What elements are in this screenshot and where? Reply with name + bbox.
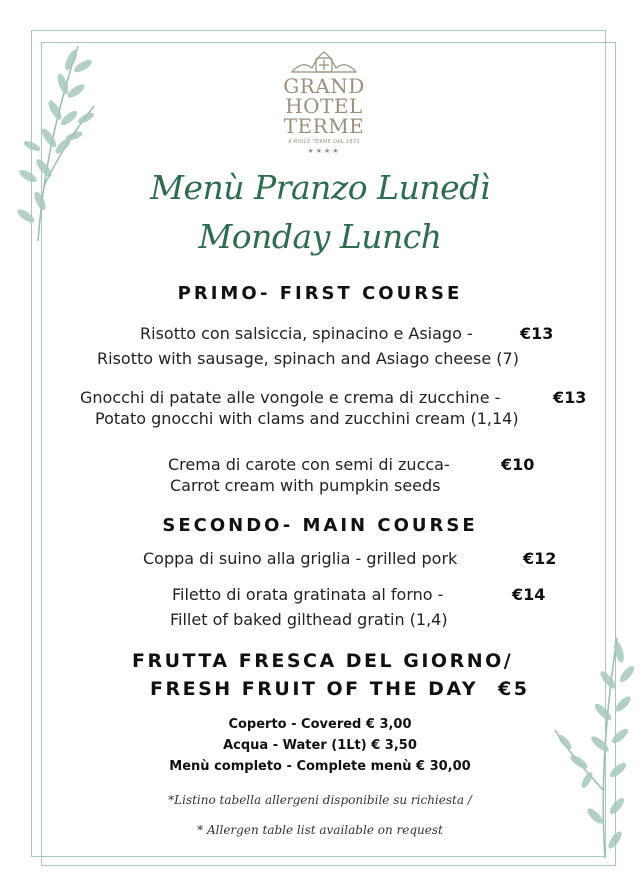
dish-gnocchi-price: €13 [553,388,587,407]
crest-icon [288,48,360,76]
fruit-price: €5 [498,678,530,700]
dish-pork-italian: Coppa di suino alla griglia - grilled pork [143,549,458,568]
dish-gnocchi-italian: Gnocchi di patate alle vongole e crema di zucchine - [80,388,501,407]
logo-word-terme: TERME [283,114,365,138]
dish-carrot-english: Carrot cream with pumpkin seeds [170,476,441,495]
fruit-heading-italian: FRUTTA FRESCA DEL GIORNO/ [132,650,514,672]
dish-carrot-price: €10 [501,455,535,474]
extra-complete-menu: Menù completo - Complete menù € 30,00 [169,759,471,774]
dish-gilthead-english: Fillet of baked gilthead gratin (1,4) [170,610,448,629]
first-course-heading: PRIMO- FIRST COURSE [177,283,463,304]
dish-risotto-italian: Risotto con salsiccia, spinacino e Asiago - [140,324,473,343]
menu-title-english: Monday Lunch [198,217,442,256]
dish-gilthead-price: €14 [512,585,546,604]
logo-word-hotel: HOTEL [285,94,363,118]
dish-risotto-english: Risotto with sausage, spinach and Asiago cheese (7) [97,349,519,368]
dish-pork-price: €12 [523,549,557,568]
menu-title-italian: Menù Pranzo Lunedì [150,168,490,207]
logo-subtitle: A RIOLO TERME DAL 1870 [288,139,360,145]
dish-risotto-price: €13 [520,324,554,343]
dish-carrot-italian: Crema di carote con semi di zucca- [168,455,450,474]
dish-gilthead-italian: Filetto di orata gratinata al forno - [172,585,444,604]
fruit-heading-english: FRESH FRUIT OF THE DAY [150,678,479,700]
eucalyptus-sprig-top-left [8,36,100,246]
logo-word-grand: GRAND [283,74,365,98]
extra-covered: Coperto - Covered € 3,00 [228,717,412,732]
hotel-logo [270,48,378,155]
allergen-note-italian: *Listino tabella allergeni disponibile su richiesta / [168,793,472,807]
logo-stars: ★★★★ [307,147,341,155]
allergen-note-english: * Allergen table list available on request [197,823,443,837]
main-course-heading: SECONDO- MAIN COURSE [162,515,478,536]
dish-gnocchi-english: Potato gnocchi with clams and zucchini cream (1,14) [95,409,519,428]
extra-water: Acqua - Water (1Lt) € 3,50 [223,738,417,753]
